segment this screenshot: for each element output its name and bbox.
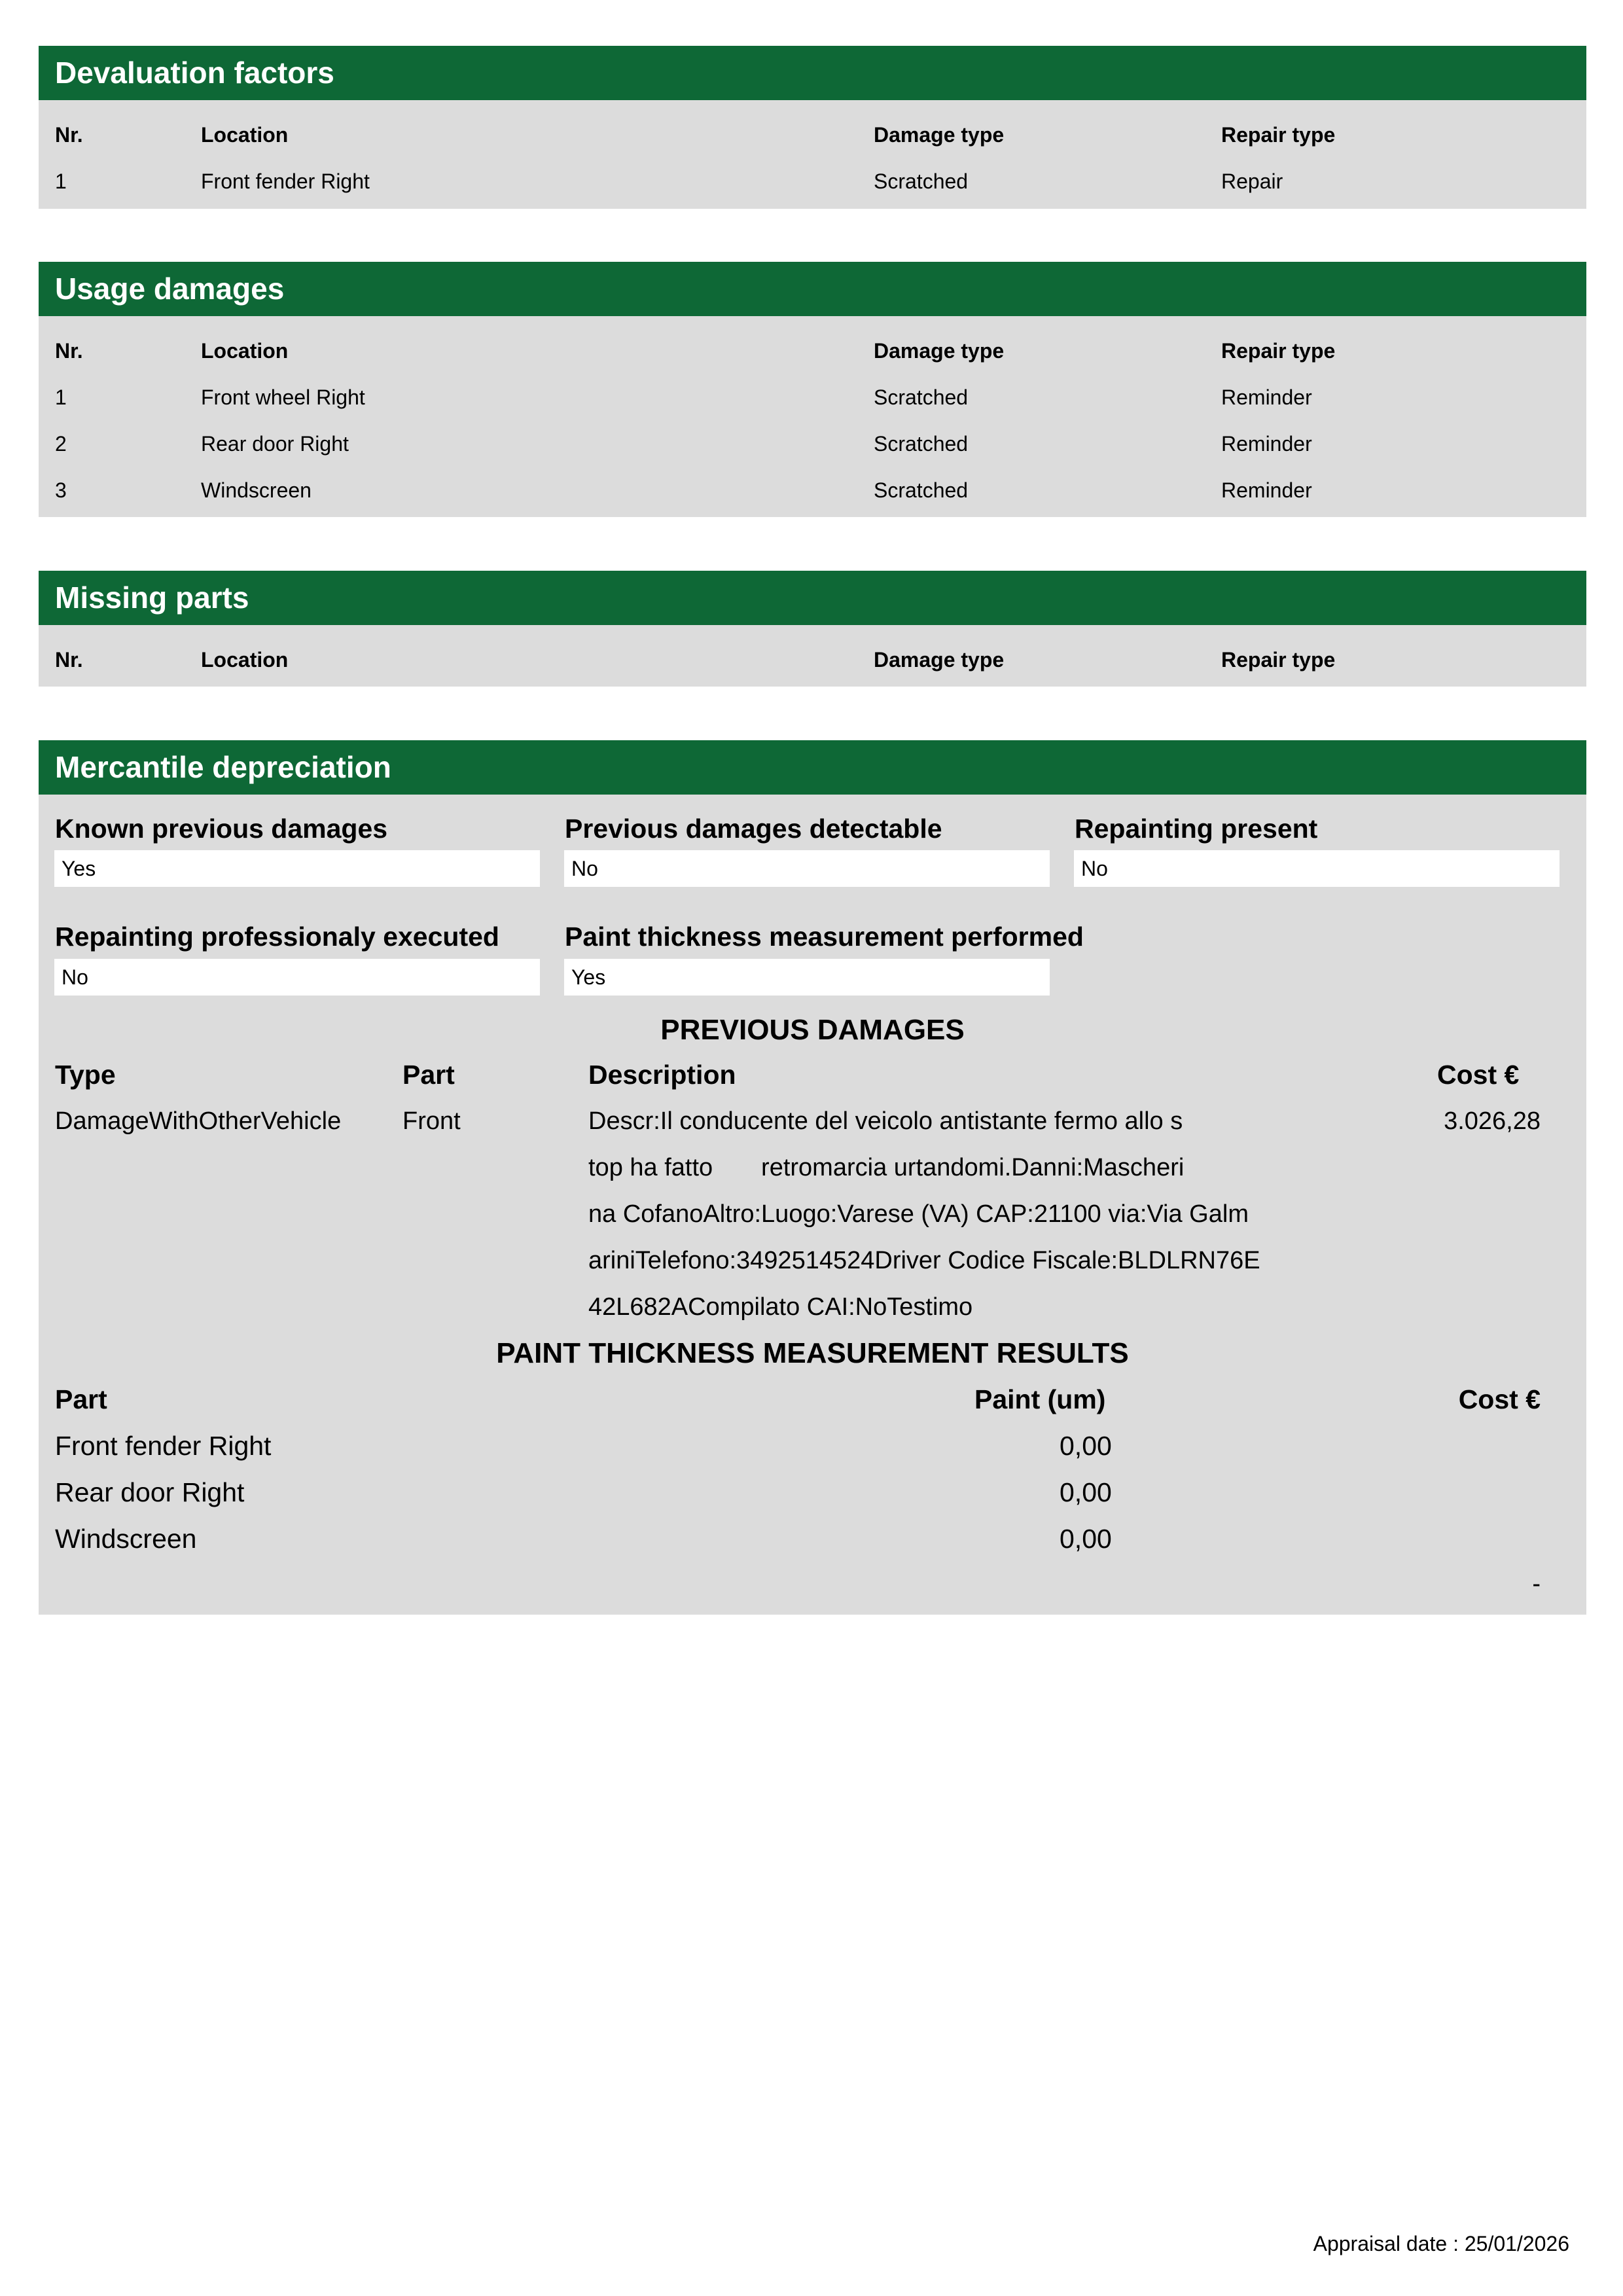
usage-title: Usage damages bbox=[39, 262, 1586, 316]
pd-description-line: Descr:Il conducente del veicolo antistante fermo allo s bbox=[588, 1107, 1183, 1135]
cell-repair-type: Reminder bbox=[1221, 386, 1312, 409]
paint-thickness-performed-value: Yes bbox=[564, 959, 1050, 996]
pd-col-type: Type bbox=[55, 1060, 116, 1090]
col-repair-type: Repair type bbox=[1221, 123, 1336, 147]
cell-location: Front fender Right bbox=[201, 170, 370, 193]
cell-nr: 3 bbox=[55, 478, 67, 502]
pd-col-cost: Cost € bbox=[1437, 1060, 1520, 1090]
col-nr: Nr. bbox=[55, 339, 83, 363]
cell-damage-type: Scratched bbox=[874, 170, 969, 193]
col-repair-type: Repair type bbox=[1221, 339, 1336, 363]
col-damage-type: Damage type bbox=[874, 339, 1005, 363]
pr-row-part: Front fender Right bbox=[55, 1431, 272, 1461]
appraisal-date: Appraisal date : 25/01/2026 bbox=[1313, 2232, 1569, 2255]
cell-damage-type: Scratched bbox=[874, 386, 969, 409]
table-row bbox=[39, 478, 1586, 505]
table-row bbox=[39, 386, 1586, 412]
table-row bbox=[39, 432, 1586, 458]
devaluation-section bbox=[39, 46, 1586, 209]
col-nr: Nr. bbox=[55, 123, 83, 147]
pr-col-part: Part bbox=[55, 1384, 107, 1414]
table-row bbox=[39, 170, 1586, 196]
known-previous-damages-value: Yes bbox=[54, 850, 540, 887]
mercantile-section bbox=[39, 740, 1586, 1615]
paint-thickness-performed-label: Paint thickness measurement performed bbox=[565, 922, 1084, 952]
known-previous-damages-label: Known previous damages bbox=[55, 814, 388, 844]
col-damage-type: Damage type bbox=[874, 648, 1005, 672]
col-damage-type: Damage type bbox=[874, 123, 1005, 147]
devaluation-header-row bbox=[39, 123, 1586, 149]
paint-results-title: PAINT THICKNESS MEASUREMENT RESULTS bbox=[496, 1337, 1129, 1369]
pr-col-paint: Paint (um) bbox=[974, 1384, 1106, 1414]
previous-damages-detectable-value: No bbox=[564, 850, 1050, 887]
pd-col-description: Description bbox=[588, 1060, 736, 1090]
cell-repair-type: Reminder bbox=[1221, 432, 1312, 456]
col-location: Location bbox=[201, 339, 289, 363]
pr-row-paint: 0,00 bbox=[1060, 1477, 1112, 1507]
pr-row-paint: 0,00 bbox=[1060, 1431, 1112, 1461]
cell-repair-type: Reminder bbox=[1221, 478, 1312, 502]
devaluation-title: Devaluation factors bbox=[39, 46, 1586, 100]
usage-section bbox=[39, 262, 1586, 517]
pd-type-value: DamageWithOtherVehicle bbox=[55, 1107, 342, 1135]
pr-row-part: Windscreen bbox=[55, 1524, 197, 1554]
pd-col-part: Part bbox=[402, 1060, 455, 1090]
pr-row-part: Rear door Right bbox=[55, 1477, 245, 1507]
pd-description-line: top ha fatto retromarcia urtandomi.Danni:Mascheri bbox=[588, 1154, 1185, 1181]
repainting-present-value: No bbox=[1074, 850, 1560, 887]
cell-nr: 2 bbox=[55, 432, 67, 456]
cell-nr: 1 bbox=[55, 386, 67, 409]
cell-repair-type: Repair bbox=[1221, 170, 1283, 193]
mercantile-title: Mercantile depreciation bbox=[39, 740, 1586, 795]
col-location: Location bbox=[201, 123, 289, 147]
repainting-professional-value: No bbox=[54, 959, 540, 996]
previous-damages-detectable-label: Previous damages detectable bbox=[565, 814, 942, 844]
col-location: Location bbox=[201, 648, 289, 672]
missing-title: Missing parts bbox=[39, 571, 1586, 625]
pd-cost-value: 3.026,28 bbox=[1444, 1107, 1541, 1135]
missing-section bbox=[39, 571, 1586, 687]
cell-location: Windscreen bbox=[201, 478, 312, 502]
cell-location: Front wheel Right bbox=[201, 386, 365, 409]
usage-header-row bbox=[39, 339, 1586, 365]
col-repair-type: Repair type bbox=[1221, 648, 1336, 672]
cell-damage-type: Scratched bbox=[874, 478, 969, 502]
cell-nr: 1 bbox=[55, 170, 67, 193]
pr-row-paint: 0,00 bbox=[1060, 1524, 1112, 1554]
cell-location: Rear door Right bbox=[201, 432, 349, 456]
previous-damages-title: PREVIOUS DAMAGES bbox=[660, 1014, 965, 1046]
pd-description-line: 42L682ACompilato CAI:NoTestimo bbox=[588, 1293, 973, 1321]
pd-description-line: ariniTelefono:3492514524Driver Codice Fiscale:BLDLRN76E bbox=[588, 1247, 1260, 1274]
col-nr: Nr. bbox=[55, 648, 83, 672]
pd-description-line: na CofanoAltro:Luogo:Varese (VA) CAP:21100 via:Via Galm bbox=[588, 1200, 1249, 1228]
missing-header-row bbox=[39, 648, 1586, 674]
pd-part-value: Front bbox=[402, 1107, 461, 1135]
repainting-professional-label: Repainting professionaly executed bbox=[55, 922, 499, 952]
cell-damage-type: Scratched bbox=[874, 432, 969, 456]
repainting-present-label: Repainting present bbox=[1075, 814, 1318, 844]
pr-col-cost: Cost € bbox=[1458, 1384, 1541, 1414]
pr-total-cost: - bbox=[1532, 1570, 1541, 1598]
